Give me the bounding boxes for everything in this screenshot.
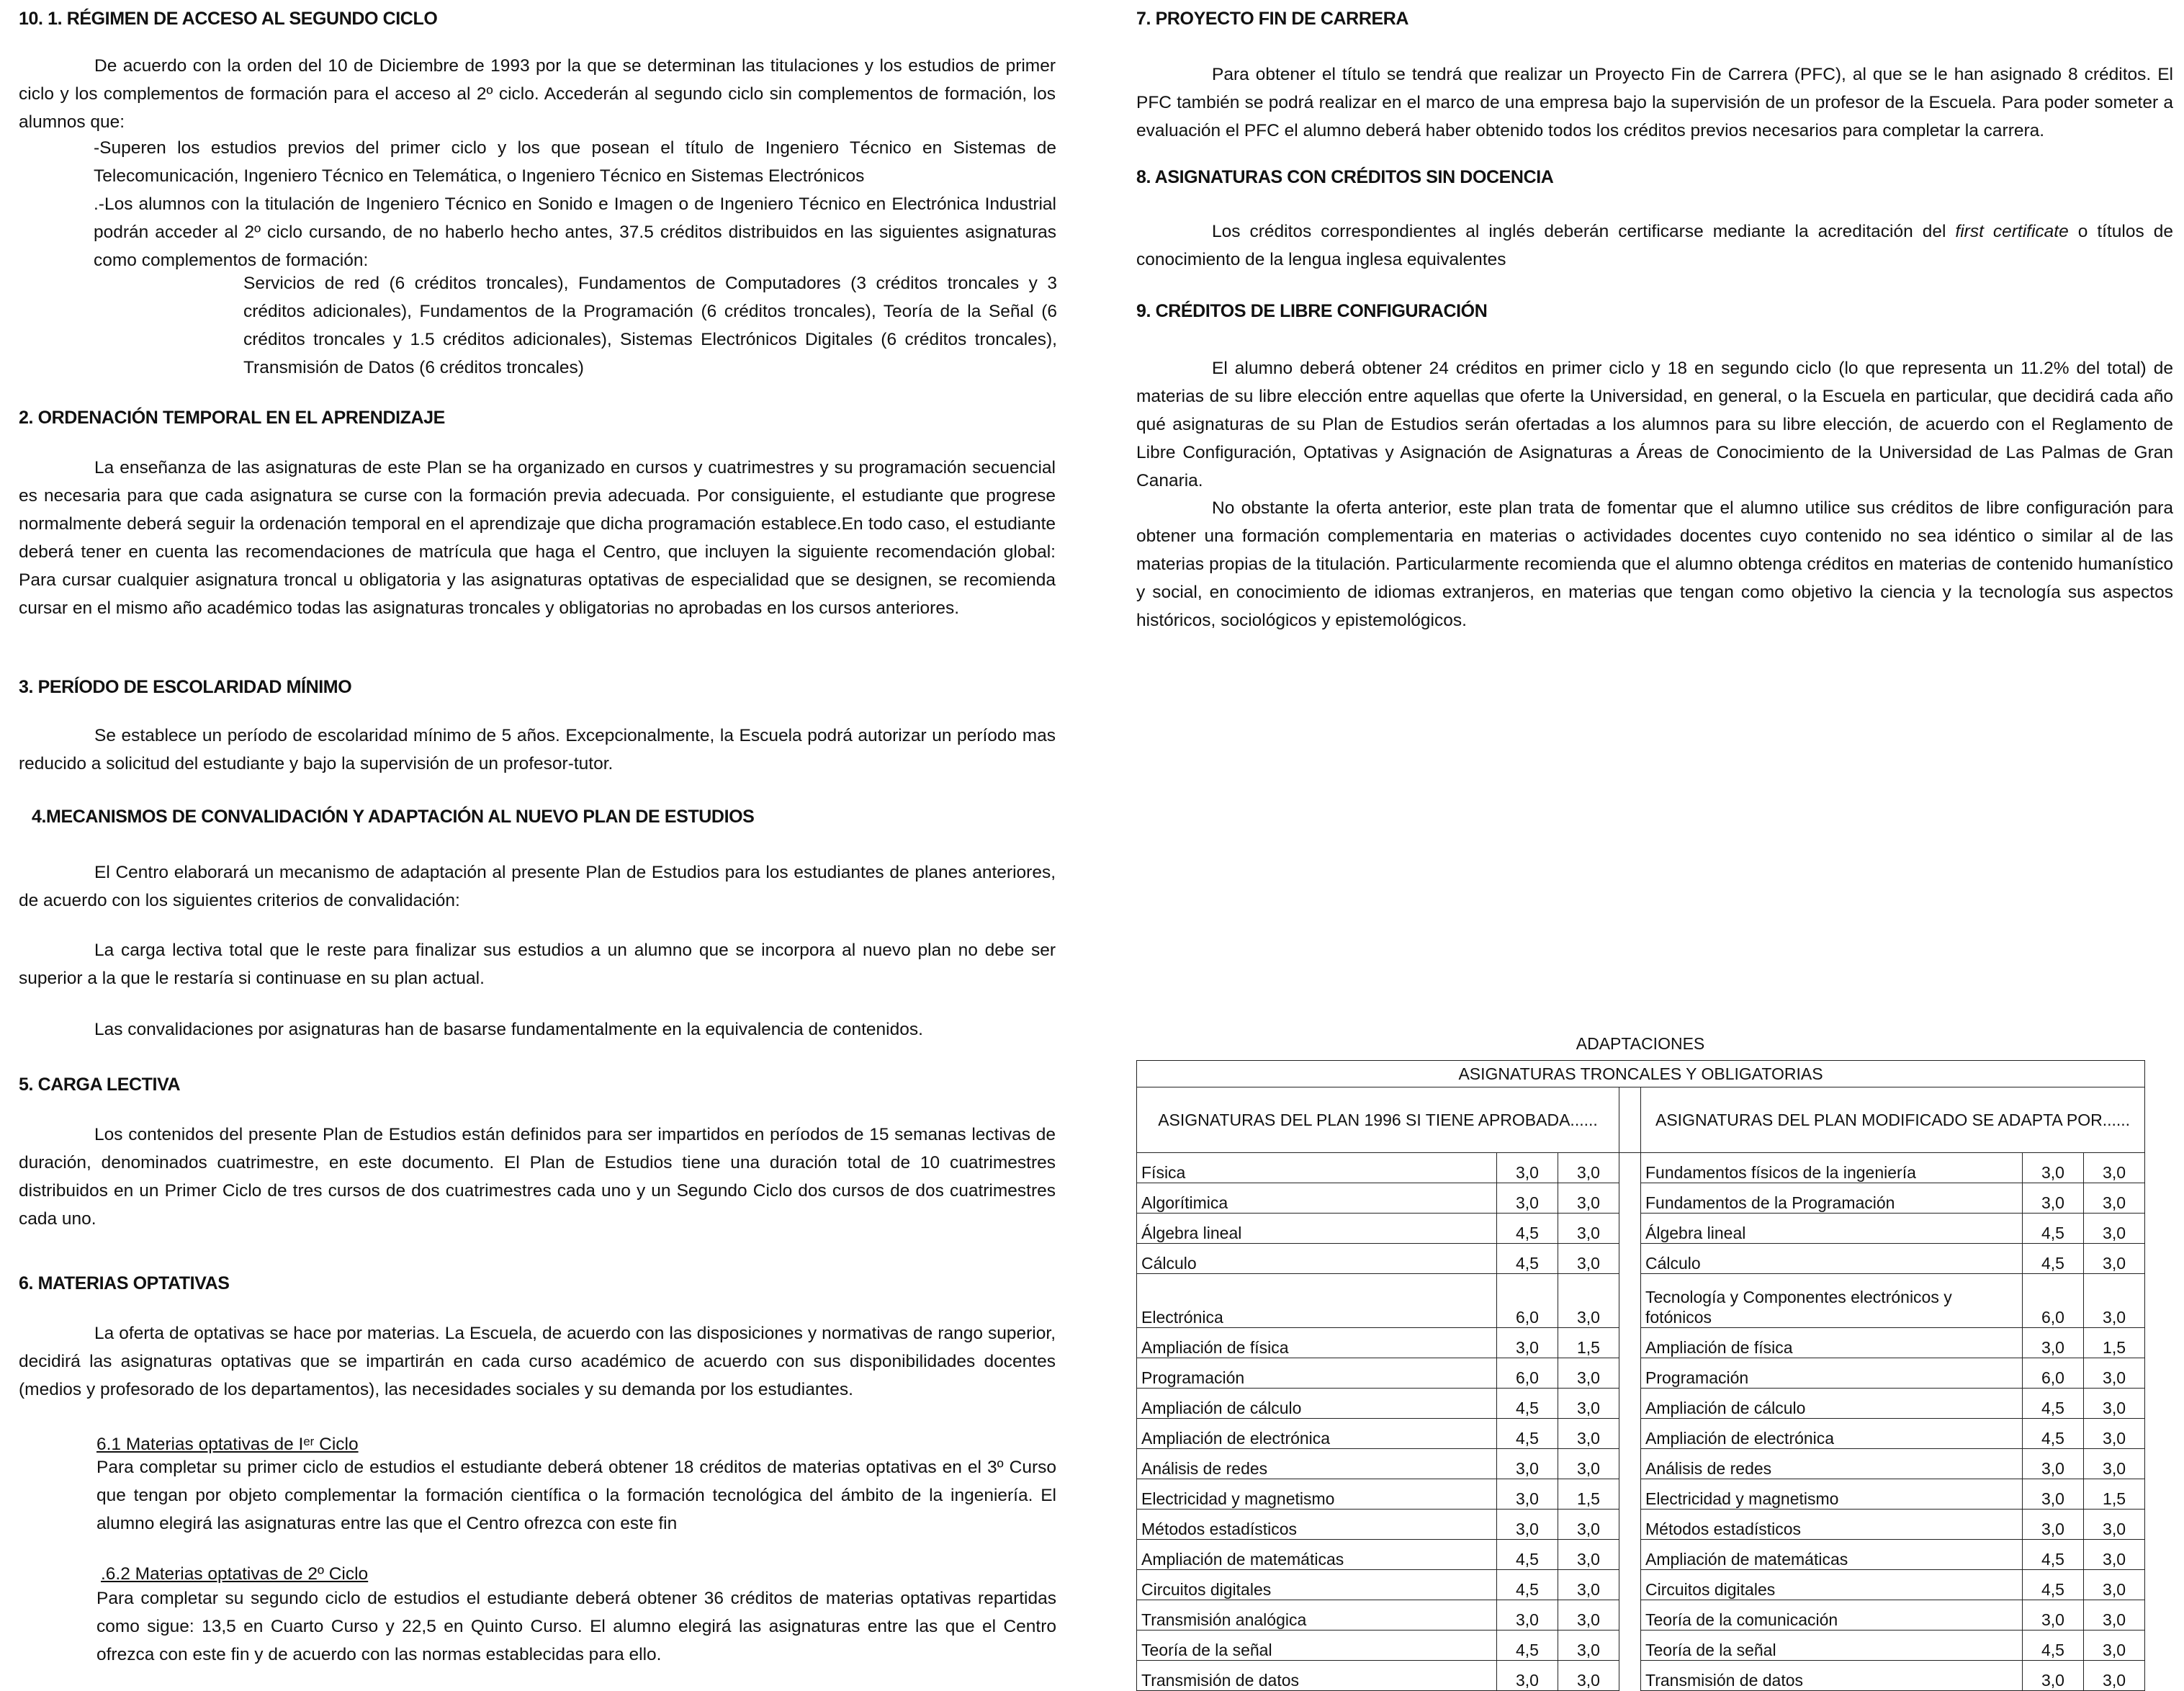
section-5-heading: 5. CARGA LECTIVA bbox=[19, 1075, 181, 1095]
new-credits-b-cell: 3,0 bbox=[2084, 1244, 2145, 1274]
column-gap bbox=[1619, 1087, 1641, 1153]
section-4-text-3: Las convalidaciones por asignaturas han de basarse fundamentalmente en la equivalencia de contenidos. bbox=[94, 1020, 923, 1039]
old-credits-b-cell: 3,0 bbox=[1558, 1449, 1619, 1479]
column-gap bbox=[1619, 1479, 1641, 1510]
old-credits-a-cell: 4,5 bbox=[1497, 1244, 1558, 1274]
new-credits-b-cell: 3,0 bbox=[2084, 1274, 2145, 1328]
column-gap bbox=[1619, 1153, 1641, 1183]
column-gap bbox=[1619, 1661, 1641, 1691]
new-subject-cell: Circuitos digitales bbox=[1641, 1570, 2023, 1600]
old-credits-a-cell: 3,0 bbox=[1497, 1510, 1558, 1540]
old-credits-b-cell: 3,0 bbox=[1558, 1419, 1619, 1449]
section-8-text-b: o títulos de conocimiento de la lengua inglesa equivalentes bbox=[1136, 222, 2173, 269]
first-certificate-term: first certificate bbox=[1955, 222, 2069, 241]
old-subject-cell: Ampliación de matemáticas bbox=[1137, 1540, 1497, 1570]
table-row bbox=[1137, 1510, 2145, 1540]
old-subject-cell: Métodos estadísticos bbox=[1137, 1510, 1497, 1540]
new-credits-a-cell: 4,5 bbox=[2023, 1389, 2084, 1419]
section-8-text bbox=[1136, 217, 2173, 274]
old-subject-cell: Ampliación de cálculo bbox=[1137, 1389, 1497, 1419]
column-gap bbox=[1619, 1510, 1641, 1540]
access-requirements-list bbox=[94, 134, 1056, 274]
new-credits-b-cell: 3,0 bbox=[2084, 1661, 2145, 1691]
new-credits-b-cell: 3,0 bbox=[2084, 1389, 2145, 1419]
old-subject-cell: Física bbox=[1137, 1153, 1497, 1183]
old-credits-a-cell: 3,0 bbox=[1497, 1153, 1558, 1183]
section-9-heading: 9. CRÉDITOS DE LIBRE CONFIGURACIÓN bbox=[1136, 301, 1488, 321]
new-credits-b-cell: 3,0 bbox=[2084, 1153, 2145, 1183]
old-subject-cell: Programación bbox=[1137, 1358, 1497, 1389]
new-subject-cell: Ampliación de física bbox=[1641, 1328, 2023, 1358]
new-credits-a-cell: 4,5 bbox=[2023, 1570, 2084, 1600]
column-gap bbox=[1619, 1244, 1641, 1274]
table-row bbox=[1137, 1274, 2145, 1328]
section-8-text-a: Los créditos correspondientes al inglés deberán certificarse mediante la acreditación del bbox=[1212, 222, 1956, 241]
section-6-text: La oferta de optativas se hace por materias. La Escuela, de acuerdo con las disposiciones y normativas de rango superior, decidirá las asignaturas optativas que se impartirán en cada curso académico de acuerdo con sus disponibilidades docentes (medios y profesorado de los departamentos), las necesidades sociales y su demanda por los estudiantes. bbox=[19, 1324, 1056, 1399]
table-row bbox=[1137, 1419, 2145, 1449]
table-group-header: ASIGNATURAS TRONCALES Y OBLIGATORIAS bbox=[1137, 1061, 2145, 1087]
old-credits-a-cell: 4,5 bbox=[1497, 1631, 1558, 1661]
table-body bbox=[1137, 1153, 2145, 1691]
old-credits-a-cell: 6,0 bbox=[1497, 1274, 1558, 1328]
old-credits-b-cell: 3,0 bbox=[1558, 1661, 1619, 1691]
section-10-heading: 10. 1. RÉGIMEN DE ACCESO AL SEGUNDO CICLO bbox=[19, 9, 438, 29]
old-credits-a-cell: 3,0 bbox=[1497, 1600, 1558, 1631]
new-subject-cell: Tecnología y Componentes electrónicos y fotónicos bbox=[1641, 1274, 2023, 1328]
old-credits-a-cell: 3,0 bbox=[1497, 1449, 1558, 1479]
new-credits-b-cell: 1,5 bbox=[2084, 1328, 2145, 1358]
new-credits-a-cell: 3,0 bbox=[2023, 1328, 2084, 1358]
new-credits-a-cell: 6,0 bbox=[2023, 1358, 2084, 1389]
column-gap bbox=[1619, 1389, 1641, 1419]
old-credits-b-cell: 3,0 bbox=[1558, 1244, 1619, 1274]
subsection-6-2-title: .6.2 Materias optativas de 2º Ciclo bbox=[101, 1564, 369, 1584]
new-subject-cell: Transmisión de datos bbox=[1641, 1661, 2023, 1691]
table-row bbox=[1137, 1540, 2145, 1570]
old-subject-cell: Análisis de redes bbox=[1137, 1449, 1497, 1479]
old-credits-b-cell: 3,0 bbox=[1558, 1274, 1619, 1328]
section-9-text-1: El alumno deberá obtener 24 créditos en primer ciclo y 18 en segundo ciclo (lo que representa un 11.2% del total) de materias de su libre elección entre aquellas que oferte la Universidad, en general, o la Escuela en particular, que decidirá cada año qué asignaturas de su Plan de Estudios serán ofertadas a los alumnos para su libre elección, de acuerdo con el Reglamento de Libre Configuración, Optativas y Asignación de Asignaturas a Áreas de Conocimiento de la Universidad de Las Palmas de Gran Canaria. bbox=[1136, 359, 2173, 490]
column-gap bbox=[1619, 1274, 1641, 1328]
new-subject-cell: Ampliación de matemáticas bbox=[1641, 1540, 2023, 1570]
subsection-6-1-title: 6.1 Materias optativas de Iᵉʳ Ciclo bbox=[96, 1435, 359, 1454]
subsection-6-1-text: Para completar su primer ciclo de estudios el estudiante deberá obtener 18 créditos de materias optativas en el 3º Curso que tengan por objeto complementar la formación científica o la formación tecnológica del ámbito de la ingeniería. El alumno elegirá las asignaturas entre las que el Centro ofrezca con este fin bbox=[96, 1458, 1056, 1533]
section-2-heading: 2. ORDENACIÓN TEMPORAL EN EL APRENDIZAJE bbox=[19, 408, 445, 428]
old-credits-a-cell: 6,0 bbox=[1497, 1358, 1558, 1389]
old-credits-a-cell: 4,5 bbox=[1497, 1570, 1558, 1600]
new-credits-a-cell: 3,0 bbox=[2023, 1510, 2084, 1540]
old-plan-header: ASIGNATURAS DEL PLAN 1996 SI TIENE APROBADA...... bbox=[1137, 1087, 1619, 1153]
section-10-intro: De acuerdo con la orden del 10 de Diciembre de 1993 por la que se determinan las titulaciones y los estudios de primer ciclo y los complementos de formación para el acceso al 2º ciclo. Accederán al segundo ciclo sin complementos de formación, los alumnos que: bbox=[19, 56, 1056, 132]
new-subject-cell: Teoría de la señal bbox=[1641, 1631, 2023, 1661]
new-credits-b-cell: 3,0 bbox=[2084, 1449, 2145, 1479]
table-row bbox=[1137, 1244, 2145, 1274]
section-7-heading: 7. PROYECTO FIN DE CARRERA bbox=[1136, 9, 1409, 29]
new-credits-b-cell: 3,0 bbox=[2084, 1183, 2145, 1214]
column-gap bbox=[1619, 1419, 1641, 1449]
old-credits-b-cell: 3,0 bbox=[1558, 1153, 1619, 1183]
new-subject-cell: Ampliación de cálculo bbox=[1641, 1389, 2023, 1419]
new-credits-a-cell: 3,0 bbox=[2023, 1449, 2084, 1479]
new-subject-cell: Fundamentos físicos de la ingeniería bbox=[1641, 1153, 2023, 1183]
old-subject-cell: Álgebra lineal bbox=[1137, 1214, 1497, 1244]
requirement-item: .-Los alumnos con la titulación de Ingeniero Técnico en Sonido e Imagen o de Ingeniero Técnico en Electrónica Industrial podrán acceder al 2º ciclo cursando, de no haberlo hecho antes, 37.5 créditos distribuidos en las siguientes asignaturas como complementos de formación: bbox=[94, 194, 1056, 270]
old-credits-b-cell: 3,0 bbox=[1558, 1214, 1619, 1244]
old-credits-a-cell: 4,5 bbox=[1497, 1214, 1558, 1244]
adaptations-table bbox=[1136, 1060, 2145, 1691]
table-row bbox=[1137, 1600, 2145, 1631]
section-6-heading: 6. MATERIAS OPTATIVAS bbox=[19, 1273, 230, 1293]
old-credits-a-cell: 3,0 bbox=[1497, 1479, 1558, 1510]
new-credits-b-cell: 3,0 bbox=[2084, 1419, 2145, 1449]
column-gap bbox=[1619, 1600, 1641, 1631]
old-credits-b-cell: 3,0 bbox=[1558, 1183, 1619, 1214]
new-credits-a-cell: 3,0 bbox=[2023, 1183, 2084, 1214]
old-credits-b-cell: 1,5 bbox=[1558, 1328, 1619, 1358]
new-credits-a-cell: 4,5 bbox=[2023, 1540, 2084, 1570]
old-credits-a-cell: 4,5 bbox=[1497, 1419, 1558, 1449]
new-credits-b-cell: 3,0 bbox=[2084, 1570, 2145, 1600]
new-credits-b-cell: 3,0 bbox=[2084, 1358, 2145, 1389]
old-subject-cell: Ampliación de electrónica bbox=[1137, 1419, 1497, 1449]
new-credits-a-cell: 6,0 bbox=[2023, 1274, 2084, 1328]
new-subject-cell: Análisis de redes bbox=[1641, 1449, 2023, 1479]
column-gap bbox=[1619, 1328, 1641, 1358]
new-credits-b-cell: 3,0 bbox=[2084, 1510, 2145, 1540]
new-credits-b-cell: 3,0 bbox=[2084, 1631, 2145, 1661]
old-subject-cell: Transmisión analógica bbox=[1137, 1600, 1497, 1631]
old-subject-cell: Electrónica bbox=[1137, 1274, 1497, 1328]
section-3-heading: 3. PERÍODO DE ESCOLARIDAD MÍNIMO bbox=[19, 677, 352, 697]
section-7-text: Para obtener el título se tendrá que realizar un Proyecto Fin de Carrera (PFC), al que se le han asignado 8 créditos. El PFC también se podrá realizar en el marco de una empresa bajo la supervisión de un profesor de la Escuela. Para poder someter a evaluación el PFC el alumno deberá haber obtenido todos los créditos previos necesarios para completar la carrera. bbox=[1136, 65, 2173, 140]
old-subject-cell: Cálculo bbox=[1137, 1244, 1497, 1274]
new-credits-a-cell: 4,5 bbox=[2023, 1244, 2084, 1274]
new-subject-cell: Programación bbox=[1641, 1358, 2023, 1389]
old-credits-b-cell: 3,0 bbox=[1558, 1358, 1619, 1389]
new-plan-header: ASIGNATURAS DEL PLAN MODIFICADO SE ADAPTA POR...... bbox=[1641, 1087, 2145, 1153]
table-row bbox=[1137, 1661, 2145, 1691]
new-credits-a-cell: 3,0 bbox=[2023, 1600, 2084, 1631]
requirement-item: -Superen los estudios previos del primer ciclo y los que posean el título de Ingeniero Técnico en Sistemas de Telecomunicación, Ingeniero Técnico en Telemática, o Ingeniero Técnico en Sistemas Electrónicos bbox=[94, 138, 1056, 186]
old-credits-b-cell: 1,5 bbox=[1558, 1479, 1619, 1510]
old-credits-b-cell: 3,0 bbox=[1558, 1389, 1619, 1419]
table-row bbox=[1137, 1358, 2145, 1389]
section-2-text: La enseñanza de las asignaturas de este Plan se ha organizado en cursos y cuatrimestres y su programación secuencial es necesaria para que cada asignatura se curse con la formación previa adecuada. Por consiguiente, el estudiante que progrese normalmente deberá seguir la ordenación temporal en el aprendizaje que dicha programación establece.En todo caso, el estudiante deberá tener en cuenta las recomendaciones de matrícula que haga el Centro, que incluyen la siguiente recomendación global: Para cursar cualquier asignatura troncal u obligatoria y las asignaturas optativas de especialidad que se designen, se recomienda cursar en el mismo año académico todas las asignaturas troncales y obligatorias no aprobadas en los cursos anteriores. bbox=[19, 458, 1056, 618]
new-credits-b-cell: 1,5 bbox=[2084, 1479, 2145, 1510]
old-subject-cell: Transmisión de datos bbox=[1137, 1661, 1497, 1691]
section-4-text-2: La carga lectiva total que le reste para finalizar sus estudios a un alumno que se incorpora al nuevo plan no debe ser superior a la que le restaría si continuase en su plan actual. bbox=[19, 941, 1056, 988]
new-credits-a-cell: 4,5 bbox=[2023, 1419, 2084, 1449]
old-subject-cell: Electricidad y magnetismo bbox=[1137, 1479, 1497, 1510]
complement-courses: Servicios de red (6 créditos troncales), Fundamentos de Computadores (3 créditos troncales y 3 créditos adicionales), Fundamentos de la Programación (6 créditos troncales), Teoría de la Señal (6 créditos troncales y 1.5 créditos adicionales), Sistemas Electrónicos Digitales (6 créditos troncales), Transmisión de Datos (6 créditos troncales) bbox=[243, 274, 1057, 377]
new-credits-a-cell: 4,5 bbox=[2023, 1631, 2084, 1661]
new-subject-cell: Fundamentos de la Programación bbox=[1641, 1183, 2023, 1214]
old-credits-a-cell: 3,0 bbox=[1497, 1661, 1558, 1691]
column-gap bbox=[1619, 1631, 1641, 1661]
new-credits-a-cell: 4,5 bbox=[2023, 1214, 2084, 1244]
table-row bbox=[1137, 1449, 2145, 1479]
old-credits-b-cell: 3,0 bbox=[1558, 1631, 1619, 1661]
old-credits-a-cell: 4,5 bbox=[1497, 1389, 1558, 1419]
old-subject-cell: Algorítimica bbox=[1137, 1183, 1497, 1214]
new-subject-cell: Cálculo bbox=[1641, 1244, 2023, 1274]
old-credits-a-cell: 3,0 bbox=[1497, 1183, 1558, 1214]
section-5-text: Los contenidos del presente Plan de Estudios están definidos para ser impartidos en períodos de 15 semanas lectivas de duración, denominados cuatrimestre, en este documento. El Plan de Estudios tiene una duración total de 10 cuatrimestres distribuidos en un Primer Ciclo de tres cursos de dos cuatrimestres cada uno y un Segundo Ciclo dos cursos de dos cuatrimestres cada uno. bbox=[19, 1125, 1056, 1229]
old-credits-b-cell: 3,0 bbox=[1558, 1570, 1619, 1600]
section-4-heading: 4.MECANISMOS DE CONVALIDACIÓN Y ADAPTACIÓN AL NUEVO PLAN DE ESTUDIOS bbox=[32, 807, 755, 827]
new-subject-cell: Ampliación de electrónica bbox=[1641, 1419, 2023, 1449]
new-subject-cell: Electricidad y magnetismo bbox=[1641, 1479, 2023, 1510]
column-gap bbox=[1619, 1449, 1641, 1479]
table-row bbox=[1137, 1389, 2145, 1419]
column-gap bbox=[1619, 1540, 1641, 1570]
new-credits-b-cell: 3,0 bbox=[2084, 1214, 2145, 1244]
old-credits-b-cell: 3,0 bbox=[1558, 1540, 1619, 1570]
old-subject-cell: Circuitos digitales bbox=[1137, 1570, 1497, 1600]
new-subject-cell: Métodos estadísticos bbox=[1641, 1510, 2023, 1540]
old-credits-b-cell: 3,0 bbox=[1558, 1510, 1619, 1540]
table-row bbox=[1137, 1570, 2145, 1600]
table-row bbox=[1137, 1214, 2145, 1244]
new-subject-cell: Álgebra lineal bbox=[1641, 1214, 2023, 1244]
section-9-text-2: No obstante la oferta anterior, este plan trata de fomentar que el alumno utilice sus créditos de libre configuración para obtener una formación complementaria en materias o actividades docentes cuyo contenido no sea idéntico o similar al de las materias propias de la titulación. Particularmente recomienda que el alumno obtenga créditos en materias de contenido humanístico y social, en conocimiento de idiomas extranjeros, en materias que tengan como objetivo la ciencia y la tecnología sus aspectos históricos, sociológicos y epistemológicos. bbox=[1136, 498, 2173, 630]
new-subject-cell: Teoría de la comunicación bbox=[1641, 1600, 2023, 1631]
old-credits-a-cell: 3,0 bbox=[1497, 1328, 1558, 1358]
new-credits-b-cell: 3,0 bbox=[2084, 1540, 2145, 1570]
old-credits-b-cell: 3,0 bbox=[1558, 1600, 1619, 1631]
column-gap bbox=[1619, 1358, 1641, 1389]
old-subject-cell: Teoría de la señal bbox=[1137, 1631, 1497, 1661]
column-gap bbox=[1619, 1570, 1641, 1600]
new-credits-a-cell: 3,0 bbox=[2023, 1153, 2084, 1183]
table-row bbox=[1137, 1183, 2145, 1214]
column-gap bbox=[1619, 1183, 1641, 1214]
old-subject-cell: Ampliación de física bbox=[1137, 1328, 1497, 1358]
new-credits-a-cell: 3,0 bbox=[2023, 1479, 2084, 1510]
table-row bbox=[1137, 1328, 2145, 1358]
section-4-text-1: El Centro elaborará un mecanismo de adaptación al presente Plan de Estudios para los estudiantes de planes anteriores, de acuerdo con los siguientes criterios de convalidación: bbox=[19, 863, 1056, 910]
old-credits-a-cell: 4,5 bbox=[1497, 1540, 1558, 1570]
section-8-heading: 8. ASIGNATURAS CON CRÉDITOS SIN DOCENCIA bbox=[1136, 167, 1554, 187]
subsection-6-2-text: Para completar su segundo ciclo de estudios el estudiante deberá obtener 36 créditos de materias optativas repartidas como sigue: 13,5 en Cuarto Curso y 22,5 en Quinto Curso. El alumno elegirá las asignaturas entre las que el Centro ofrezca con este fin y de acuerdo con las normas establecidas para ello. bbox=[96, 1589, 1056, 1664]
new-credits-a-cell: 3,0 bbox=[2023, 1661, 2084, 1691]
column-gap bbox=[1619, 1214, 1641, 1244]
new-credits-b-cell: 3,0 bbox=[2084, 1600, 2145, 1631]
section-3-text: Se establece un período de escolaridad mínimo de 5 años. Excepcionalmente, la Escuela podrá autorizar un período mas reducido a solicitud del estudiante y bajo la supervisión de un profesor-tutor. bbox=[19, 726, 1056, 773]
table-row bbox=[1137, 1153, 2145, 1183]
table-row bbox=[1137, 1631, 2145, 1661]
table-row bbox=[1137, 1479, 2145, 1510]
table-caption: ADAPTACIONES bbox=[1576, 1034, 1705, 1053]
